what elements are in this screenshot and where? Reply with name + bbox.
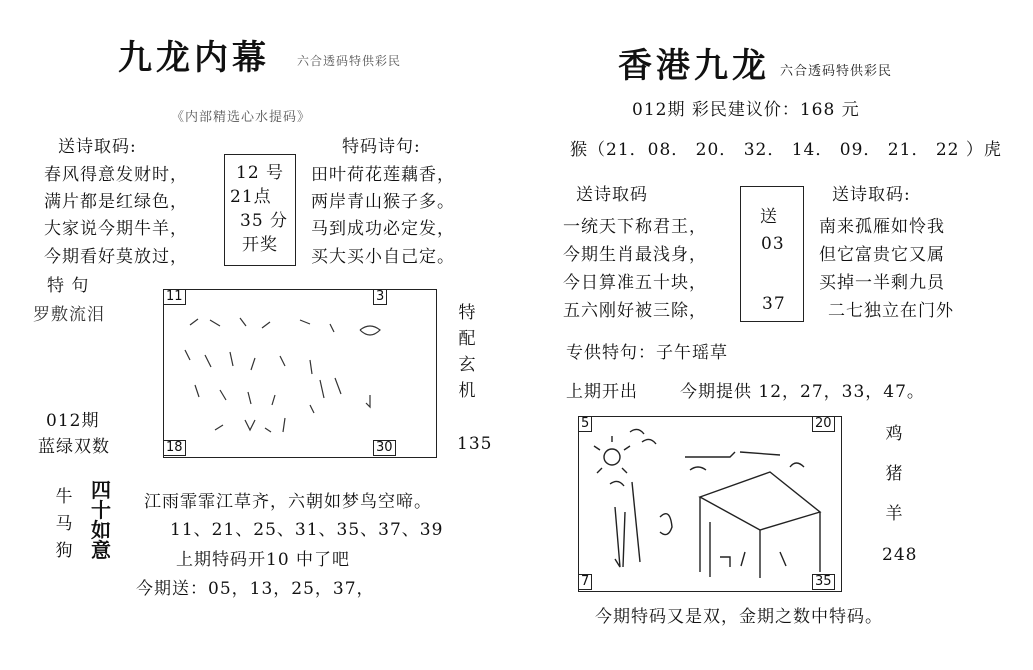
sketch-corner-number: 20 [812,416,835,432]
right-poem-left-line: 今期生肖最浅身， [563,245,707,265]
sketch-corner-number: 18 [163,440,186,456]
animal-char: 鸡 [885,424,903,444]
sketch-corner-number: 30 [373,440,396,456]
right-poem-left-line: 今日算准五十块， [563,273,707,293]
special-label: 特 句 [47,276,90,296]
gift-box-line: 37 [762,294,786,314]
left-bracket-note: 《内部精选心水提码》 [171,110,312,125]
right-poem-right-line: 二七独立在门外 [828,301,954,321]
sketch-corner-number: 35 [812,574,835,590]
gift-box-line: 03 [761,234,785,254]
left-today: 今期送：05，13，25，37， [136,579,375,599]
blessing-char: 意 [91,538,111,562]
draw-time-line: 12 号 [236,163,285,183]
special-phrase: 罗敷流泪 [33,305,105,325]
vertical-char: 配 [458,329,476,349]
animal-char: 羊 [885,504,903,524]
left-side-number: 135 [457,434,493,454]
right-poem-label-right: 送诗取码: [832,185,911,205]
animal-column [52,484,76,565]
sketch-corner-number: 7 [578,574,592,590]
left-poem-label: 送诗取码: [58,137,137,157]
animal-char: 狗 [55,541,73,561]
draw-time-line: 21点 [230,187,272,207]
blessing-char: 十 [91,498,111,522]
right-title: 香港九龙 [618,46,770,86]
code-poem-label: 特码诗句: [342,137,421,157]
sketch-corner-number: 5 [578,416,592,432]
right-side-number: 248 [882,545,918,565]
vertical-char: 玄 [458,355,476,375]
right-poem-right-line: 南来孤雁如怜我 [819,217,945,237]
left-verse: 江雨霏霏江草齐，六朝如梦鸟空啼。 [144,492,432,512]
draw-time-line: 35 分 [240,211,289,231]
right-monkey-line: 猴（21．08． 20． 32． 14． 09． 21． 22 ）虎 [570,140,1002,160]
left-poem-line: 今期看好莫放过， [44,247,188,267]
left-sketch-drawing [170,300,425,445]
right-sketch-drawing [590,422,830,582]
blessing-char: 如 [91,518,111,542]
left-issue-note: 蓝绿双数 [38,437,110,457]
right-animal-column [882,414,906,534]
animal-char: 牛 [55,487,73,507]
left-numbers: 11、21、25、31、35、37、39 [170,520,444,540]
code-poem-line: 田叶荷花莲藕香， [311,165,455,185]
code-poem-line: 马到成功必定发， [311,219,455,239]
left-title: 九龙内幕 [118,38,270,78]
vertical-char: 机 [458,381,476,401]
left-issue: 012期 [46,411,100,431]
right-poem-right-line: 但它富贵它又属 [819,245,945,265]
right-poem-label-left: 送诗取码 [576,185,648,205]
left-poem-line: 大家说今期牛羊， [44,219,188,239]
left-last-issue: 上期特码开10 中了吧 [176,550,351,570]
code-poem-line: 买大买小自己定。 [311,247,455,267]
gift-box-line: 送 [760,207,778,227]
sketch-corner-number: 11 [163,289,186,305]
animal-char: 马 [55,514,73,534]
left-vertical-label [455,300,479,404]
code-poem-line: 两岸青山猴子多。 [311,192,455,212]
left-poem-line: 春风得意发财时， [44,165,188,185]
right-poem-right-line: 买掉一半剩九员 [819,273,945,293]
left-poem-line: 满片都是红绿色， [44,192,188,212]
right-poem-left-line: 一统天下称君王， [563,217,707,237]
right-poem-left-line: 五六刚好被三除， [563,301,707,321]
animal-char: 猪 [885,464,903,484]
right-provide: 今期提供 12，27，33，47。 [680,382,925,402]
right-subtitle: 六合透码特供彩民 [780,64,893,79]
left-subtitle: 六合透码特供彩民 [297,54,402,68]
right-special: 专供特句：子午瑶草 [566,343,728,363]
right-footer: 今期特码又是双，金期之数中特码。 [595,607,883,627]
right-last-open: 上期开出 [566,382,638,402]
blessing-column [88,480,114,560]
blessing-char: 四 [91,478,111,502]
right-price-line: 012期 彩民建议价：168 元 [632,100,860,120]
vertical-char: 特 [458,303,476,323]
sketch-corner-number: 3 [373,289,387,305]
draw-time-line: 开奖 [242,235,278,255]
